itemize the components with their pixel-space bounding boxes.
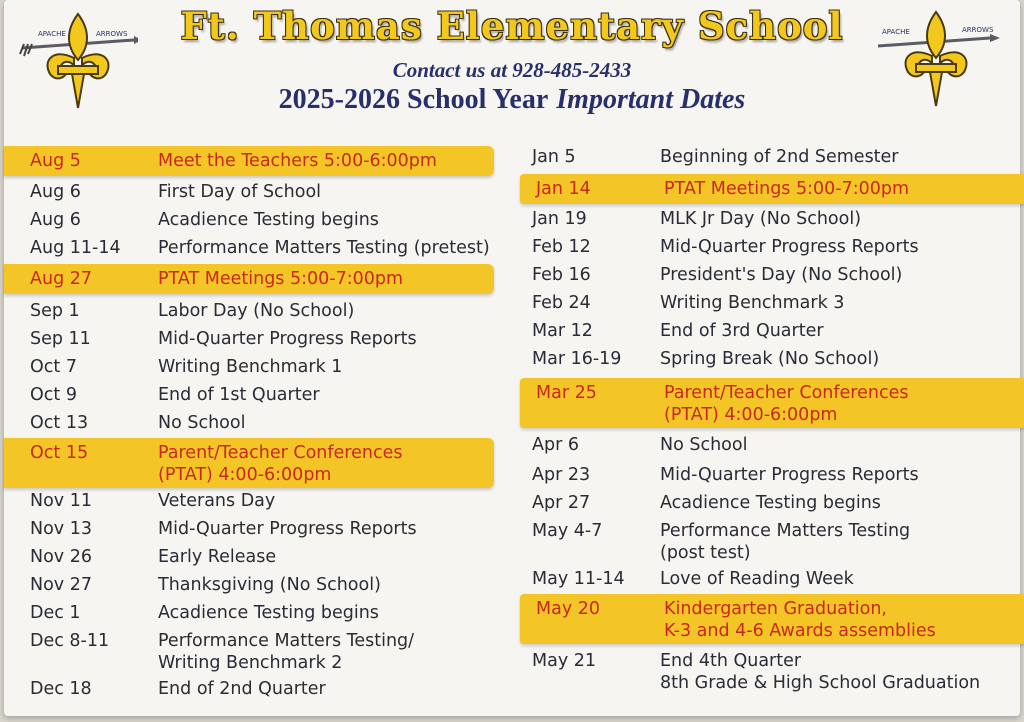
event-description: Acadience Testing begins bbox=[158, 603, 379, 623]
school-year: 2025-2026 School Year bbox=[278, 84, 549, 115]
event-date: Apr 6 bbox=[532, 435, 579, 455]
logo-text-right-a: APACHE bbox=[882, 28, 910, 36]
event-row bbox=[4, 181, 494, 205]
logo-text-right-b: ARROWS bbox=[962, 26, 994, 34]
event-description: First Day of School bbox=[158, 182, 322, 202]
event-row bbox=[4, 300, 494, 324]
event-date: Feb 16 bbox=[532, 265, 591, 285]
event-row bbox=[4, 678, 494, 702]
event-description: Writing Benchmark 1 bbox=[158, 357, 343, 377]
highlighted-event-row bbox=[520, 378, 1024, 428]
event-row bbox=[4, 574, 494, 598]
event-row bbox=[516, 348, 1024, 372]
event-date: May 11-14 bbox=[532, 569, 625, 589]
event-row bbox=[4, 546, 494, 570]
event-date: Nov 26 bbox=[30, 547, 92, 567]
highlighted-event-row bbox=[520, 174, 1024, 204]
event-description: PTAT Meetings 5:00-7:00pm bbox=[158, 269, 404, 289]
event-date: Aug 11-14 bbox=[30, 238, 121, 258]
event-date: Mar 25 bbox=[536, 383, 597, 403]
event-date: Dec 1 bbox=[30, 603, 81, 623]
event-row bbox=[516, 568, 1024, 592]
school-name-title: Ft. Thomas Elementary School bbox=[180, 4, 844, 48]
event-description: End of 2nd Quarter bbox=[158, 679, 326, 699]
event-row bbox=[516, 208, 1024, 232]
event-description: End of 3rd Quarter bbox=[660, 321, 824, 341]
event-description: No School bbox=[158, 413, 246, 433]
event-description: No School bbox=[660, 435, 748, 455]
event-row bbox=[4, 518, 494, 542]
event-date: Jan 14 bbox=[536, 179, 591, 199]
event-row bbox=[516, 464, 1024, 488]
event-row bbox=[4, 237, 494, 261]
event-row bbox=[516, 492, 1024, 516]
event-description: Meet the Teachers 5:00-6:00pm bbox=[158, 151, 437, 171]
event-description: Mid-Quarter Progress Reports bbox=[660, 237, 919, 257]
event-row bbox=[4, 630, 494, 676]
calendar-card bbox=[4, 0, 1020, 716]
event-date: Nov 11 bbox=[30, 491, 92, 511]
event-date: May 20 bbox=[536, 599, 601, 619]
logo-text-left-a: APACHE bbox=[38, 30, 66, 38]
contact-line: Contact us at 928-485-2433 bbox=[392, 58, 632, 82]
event-row bbox=[516, 520, 1024, 566]
event-date: Mar 16-19 bbox=[532, 349, 622, 369]
event-description: President's Day (No School) bbox=[660, 265, 903, 285]
event-description: Parent/Teacher Conferences (PTAT) 4:00-6:00pm bbox=[664, 383, 909, 425]
event-date: Oct 9 bbox=[30, 385, 77, 405]
event-date: Mar 12 bbox=[532, 321, 593, 341]
event-row bbox=[516, 650, 1024, 696]
event-date: Jan 19 bbox=[532, 209, 587, 229]
event-description: Labor Day (No School) bbox=[158, 301, 355, 321]
event-description: Thanksgiving (No School) bbox=[158, 575, 381, 595]
event-date: Oct 7 bbox=[30, 357, 77, 377]
event-description: PTAT Meetings 5:00-7:00pm bbox=[664, 179, 910, 199]
event-date: Jan 5 bbox=[532, 147, 576, 167]
event-date: Dec 18 bbox=[30, 679, 92, 699]
highlighted-event-row bbox=[4, 264, 494, 294]
event-row bbox=[4, 209, 494, 233]
event-description: Writing Benchmark 3 bbox=[660, 293, 845, 313]
event-description: Kindergarten Graduation, K-3 and 4-6 Awards assemblies bbox=[664, 599, 936, 641]
event-date: Apr 27 bbox=[532, 493, 591, 513]
event-date: May 21 bbox=[532, 651, 597, 671]
event-description: Beginning of 2nd Semester bbox=[660, 147, 899, 167]
event-row bbox=[516, 236, 1024, 260]
event-row bbox=[4, 356, 494, 380]
event-date: Feb 24 bbox=[532, 293, 591, 313]
event-date: Oct 15 bbox=[30, 443, 89, 463]
event-date: Aug 5 bbox=[30, 151, 81, 171]
event-description: Mid-Quarter Progress Reports bbox=[158, 519, 417, 539]
event-row bbox=[4, 384, 494, 408]
school-year-heading bbox=[4, 84, 1020, 116]
event-date: May 4-7 bbox=[532, 521, 603, 541]
event-description: Performance Matters Testing (post test) bbox=[660, 521, 911, 563]
event-description: Veterans Day bbox=[158, 491, 276, 511]
event-date: Oct 13 bbox=[30, 413, 89, 433]
highlighted-event-row bbox=[4, 438, 494, 488]
event-description: Mid-Quarter Progress Reports bbox=[158, 329, 417, 349]
event-description: Early Release bbox=[158, 547, 277, 567]
event-description: Parent/Teacher Conferences (PTAT) 4:00-6:00pm bbox=[158, 443, 403, 485]
event-date: Nov 13 bbox=[30, 519, 92, 539]
event-row bbox=[516, 434, 1024, 458]
logo-text-left-b: ARROWS bbox=[96, 30, 128, 38]
event-date: Aug 6 bbox=[30, 210, 81, 230]
event-description: Performance Matters Testing/ Writing Benchmark 2 bbox=[158, 631, 415, 673]
event-date: Aug 27 bbox=[30, 269, 93, 289]
event-date: Apr 23 bbox=[532, 465, 591, 485]
event-row bbox=[4, 328, 494, 352]
event-date: Sep 11 bbox=[30, 329, 91, 349]
event-date: Aug 6 bbox=[30, 182, 81, 202]
important-dates-subtitle: Important Dates bbox=[556, 84, 746, 115]
event-date: Sep 1 bbox=[30, 301, 80, 321]
event-row bbox=[4, 602, 494, 626]
event-row bbox=[516, 146, 1024, 170]
event-description: Performance Matters Testing (pretest) bbox=[158, 238, 490, 258]
event-description: Spring Break (No School) bbox=[660, 349, 880, 369]
event-date: Nov 27 bbox=[30, 575, 92, 595]
event-row bbox=[516, 320, 1024, 344]
event-description: Mid-Quarter Progress Reports bbox=[660, 465, 919, 485]
highlighted-event-row bbox=[4, 146, 494, 176]
highlighted-event-row bbox=[520, 594, 1024, 644]
event-description: Acadience Testing begins bbox=[660, 493, 881, 513]
event-date: Feb 12 bbox=[532, 237, 591, 257]
event-row bbox=[516, 292, 1024, 316]
event-description: End 4th Quarter 8th Grade & High School Graduation bbox=[660, 651, 981, 693]
event-description: End of 1st Quarter bbox=[158, 385, 320, 405]
event-date: Dec 8-11 bbox=[30, 631, 110, 651]
event-row bbox=[4, 412, 494, 436]
event-row bbox=[516, 264, 1024, 288]
event-description: MLK Jr Day (No School) bbox=[660, 209, 862, 229]
event-description: Acadience Testing begins bbox=[158, 210, 379, 230]
event-row bbox=[4, 490, 494, 514]
event-description: Love of Reading Week bbox=[660, 569, 854, 589]
